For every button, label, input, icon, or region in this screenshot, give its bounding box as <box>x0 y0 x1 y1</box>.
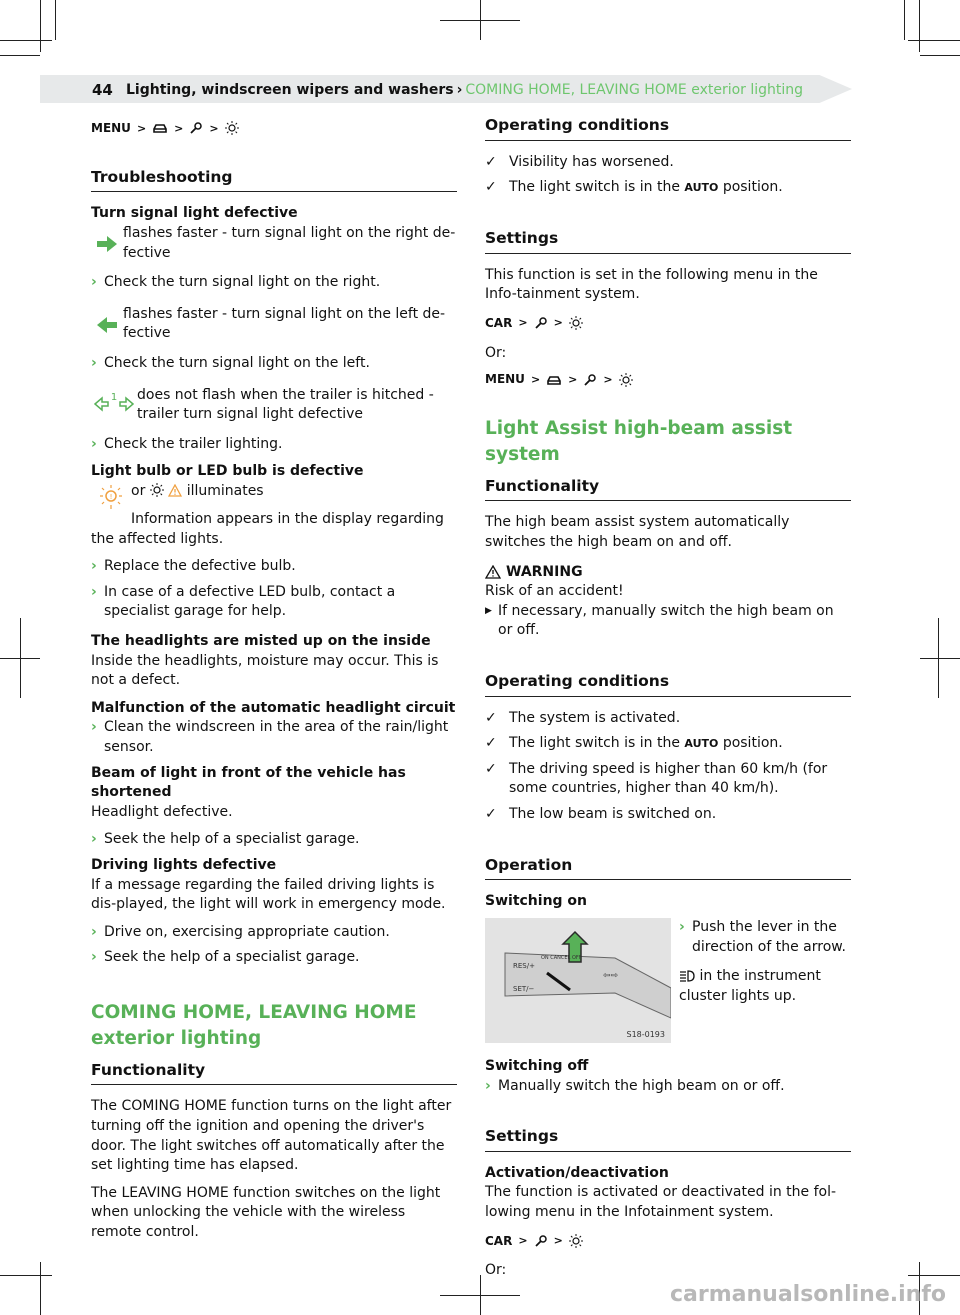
bulb-or: or <box>131 483 146 500</box>
check-icon: ✓ <box>485 806 497 823</box>
chapter-title: Lighting, windscreen wipers and washers <box>126 82 454 98</box>
path-separator: > <box>530 372 541 386</box>
section-heading: Functionality <box>485 476 851 502</box>
action-text: Clean the windscreen in the area of the rain/light sensor. <box>104 719 449 755</box>
car-label: CAR <box>485 315 513 330</box>
section-heading: Functionality <box>91 1060 457 1086</box>
switch-on-block <box>485 918 851 1043</box>
section-heading: Operating conditions <box>485 671 851 697</box>
condition-text: The driving speed is higher than 60 km/h (for some countries, higher than 40 km/h). <box>509 760 828 797</box>
paragraph: This function is set in the following menu in the Info-tainment system. <box>485 266 818 303</box>
menu-path <box>485 1233 851 1250</box>
wrench-icon <box>534 316 548 330</box>
bullet-triangle-icon: ▶ <box>485 605 492 616</box>
action-arrow-icon: › <box>91 719 97 736</box>
turn-left-icon <box>97 317 117 333</box>
paragraph: The COMING HOME function turns on the light after turning off the ignition and opening the driver's door. The light switches off automatically after the set lighting time has elapsed. <box>91 1098 452 1174</box>
action-text: Seek the help of a specialist garage. <box>104 831 360 848</box>
action-arrow-icon: › <box>91 274 97 291</box>
condition-text: position. <box>722 179 783 196</box>
subheading: Beam of light in front of the vehicle has shortened <box>91 764 406 801</box>
action-text: Replace the defective bulb. <box>104 558 296 575</box>
path-separator: > <box>603 372 613 386</box>
check-icon: ✓ <box>485 709 497 726</box>
indicator-description: flashes faster - turn signal light on the left de-fective <box>123 305 446 342</box>
bulb-info: Information appears in the display regarding the affected lights. <box>91 511 444 547</box>
car-icon <box>546 374 562 386</box>
menu-path <box>91 120 457 137</box>
check-icon: ✓ <box>485 735 497 752</box>
warning-triangle-icon <box>168 484 182 497</box>
crop-mark <box>40 0 41 52</box>
action-item <box>485 1077 851 1097</box>
condition-text: The low beam is switched on. <box>509 806 717 823</box>
check-icon: ✓ <box>485 153 497 170</box>
car-label: CAR <box>485 1233 513 1248</box>
action-item <box>91 273 457 293</box>
paragraph: If a message regarding the failed driving lights is dis-played, the light will work in emergency mode. <box>91 876 446 913</box>
path-separator: > <box>568 372 578 386</box>
path-separator: > <box>553 1234 563 1248</box>
indicator-description: does not flash when the trailer is hitched - trailer turn signal light defective <box>137 386 434 423</box>
section-heading: Operation <box>485 855 851 881</box>
condition-text: position. <box>722 735 783 752</box>
crop-mark <box>908 1275 960 1276</box>
or-label: Or: <box>485 344 507 361</box>
action-text: Seek the help of a specialist garage. <box>104 949 360 966</box>
action-arrow-icon: › <box>679 918 685 935</box>
crop-mark <box>480 0 481 40</box>
action-item <box>91 830 457 850</box>
action-arrow-icon: › <box>91 583 97 600</box>
section-title-green: Light Assist high-beam assist system <box>485 417 793 465</box>
page-number: 44 <box>92 81 113 99</box>
figure-label: ON CANCEL OFF <box>541 954 582 961</box>
action-item <box>91 435 457 455</box>
sun-icon <box>569 316 583 330</box>
car-icon <box>152 122 168 134</box>
subheading: Driving lights defective <box>91 856 277 873</box>
subheading: Turn signal light defective <box>91 205 298 222</box>
paragraph: The function is activated or deactivated in the fol-lowing menu in the Infotainment system. <box>485 1184 837 1220</box>
or-label: Or: <box>485 1262 507 1279</box>
condition-item <box>485 153 851 173</box>
path-separator: > <box>209 121 219 135</box>
lever-figure <box>485 918 671 1043</box>
crop-mark <box>0 55 40 56</box>
indicator-row <box>91 482 457 512</box>
warning-heading <box>485 563 851 583</box>
crop-mark <box>920 658 960 659</box>
crop-mark <box>919 0 920 52</box>
action-arrow-icon: › <box>91 923 97 940</box>
section-heading: Troubleshooting <box>91 167 457 193</box>
action-text: Check the turn signal light on the left. <box>104 355 370 372</box>
warning-triangle-icon <box>485 565 501 579</box>
crop-mark <box>40 1262 41 1315</box>
section-heading: Operating conditions <box>485 115 851 141</box>
action-text: Check the turn signal light on the right. <box>104 274 381 291</box>
condition-text: The light switch is in the <box>509 735 680 752</box>
high-beam-icon <box>679 970 695 982</box>
header-separator: › <box>456 82 463 98</box>
menu-path <box>485 315 851 332</box>
path-separator: > <box>518 316 528 330</box>
subheading: The headlights are misted up on the inside <box>91 632 431 649</box>
turn-signal-symbol: ⇦⇨ <box>603 970 619 981</box>
action-item <box>91 718 457 757</box>
auto-label: AUTO <box>684 181 719 195</box>
action-arrow-icon: › <box>91 355 97 372</box>
section-title: COMING HOME, LEAVING HOME exterior lighting <box>465 82 804 98</box>
sun-icon <box>225 121 239 135</box>
lever-illustration <box>485 918 671 1043</box>
section-heading: Settings <box>485 228 851 254</box>
action-text: In case of a defective LED bulb, contact a specialist garage for help. <box>104 583 396 620</box>
wrench-icon <box>534 1234 548 1248</box>
right-column <box>485 115 851 1289</box>
condition-item <box>485 178 851 198</box>
subheading: Light bulb or LED bulb is defective <box>91 463 364 480</box>
condition-text: Visibility has worsened. <box>509 153 674 170</box>
crop-mark <box>0 40 52 41</box>
warning-title: WARNING <box>506 563 583 580</box>
action-arrow-icon: › <box>91 558 97 575</box>
path-separator: > <box>136 121 147 135</box>
bulb-warning-icon <box>97 484 125 512</box>
condition-item <box>485 709 851 729</box>
left-column <box>91 115 457 1251</box>
crop-mark <box>904 0 905 40</box>
subheading: Switching on <box>485 893 588 910</box>
action-arrow-icon: › <box>91 831 97 848</box>
paragraph: The LEAVING HOME function switches on the light when unlocking the vehicle with the wireless remote control. <box>91 1184 441 1240</box>
warning-item-text: If necessary, manually switch the high beam on or off. <box>498 602 834 639</box>
menu-path <box>485 371 851 388</box>
action-item <box>91 557 457 577</box>
figure-label: SET/− <box>513 984 535 993</box>
path-separator: > <box>518 1234 528 1248</box>
crop-mark <box>0 1275 52 1276</box>
section-title-green: COMING HOME, LEAVING HOME exterior lighting <box>91 1001 417 1049</box>
check-icon: ✓ <box>485 760 497 777</box>
action-item <box>91 354 457 374</box>
paragraph: Inside the headlights, moisture may occur. This is not a defect. <box>91 652 439 689</box>
warning-item <box>485 602 851 641</box>
wrench-icon <box>583 373 597 387</box>
action-item <box>91 948 457 968</box>
svg-text:1: 1 <box>110 391 118 403</box>
section-heading: Settings <box>485 1126 851 1152</box>
subheading: Activation/deactivation <box>485 1164 669 1181</box>
path-separator: > <box>553 316 563 330</box>
sun-icon <box>150 483 164 497</box>
running-header <box>126 81 803 101</box>
action-arrow-icon: › <box>91 435 97 452</box>
action-arrow-icon: › <box>485 1077 491 1094</box>
bulb-illuminates: illuminates <box>186 483 264 500</box>
crop-mark <box>908 40 960 41</box>
trailer-signal-icon <box>94 390 134 414</box>
warning-text: Risk of an accident! <box>485 583 624 600</box>
watermark: carmanualsonline.info <box>670 1282 946 1308</box>
turn-right-icon <box>97 236 117 252</box>
check-icon: ✓ <box>485 179 497 196</box>
indicator-description: flashes faster - turn signal light on the right de-fective <box>123 225 456 261</box>
subheading: Malfunction of the automatic headlight circuit <box>91 699 456 716</box>
action-text: Drive on, exercising appropriate caution. <box>104 923 390 940</box>
figure-label: RES/+ <box>513 961 535 970</box>
figure-caption: S18-0193 <box>626 1029 665 1039</box>
path-separator: > <box>174 121 184 135</box>
action-text: Push the lever in the direction of the arrow. <box>692 918 846 955</box>
condition-item <box>485 760 851 799</box>
crop-mark <box>55 0 56 40</box>
svg-text:!: ! <box>109 493 113 502</box>
action-item <box>91 923 457 943</box>
indicator-row <box>91 305 457 344</box>
condition-item <box>485 805 851 825</box>
condition-item <box>485 734 851 754</box>
cluster-text: in the instrument cluster lights up. <box>679 968 821 1004</box>
subheading: Switching off <box>485 1057 589 1074</box>
sun-icon <box>569 1234 583 1248</box>
indicator-row <box>91 386 457 425</box>
condition-text: The system is activated. <box>509 709 681 726</box>
paragraph: Headlight defective. <box>91 803 233 820</box>
action-text: Check the trailer lighting. <box>104 435 283 452</box>
menu-label: MENU <box>485 372 525 387</box>
action-arrow-icon: › <box>91 949 97 966</box>
menu-label: MENU <box>91 121 131 135</box>
action-item <box>679 918 851 957</box>
indicator-row <box>91 224 457 263</box>
action-item <box>91 583 457 622</box>
sun-icon <box>619 373 633 387</box>
condition-text: The light switch is in the <box>509 179 680 196</box>
action-text: Manually switch the high beam on or off. <box>498 1077 785 1094</box>
crop-mark <box>20 618 21 698</box>
crop-mark <box>938 618 939 698</box>
wrench-icon <box>189 121 203 135</box>
paragraph: The high beam assist system automatically switches the high beam on and off. <box>485 514 790 550</box>
auto-label: AUTO <box>684 737 719 751</box>
crop-mark <box>480 1275 481 1315</box>
crop-mark <box>920 55 960 56</box>
